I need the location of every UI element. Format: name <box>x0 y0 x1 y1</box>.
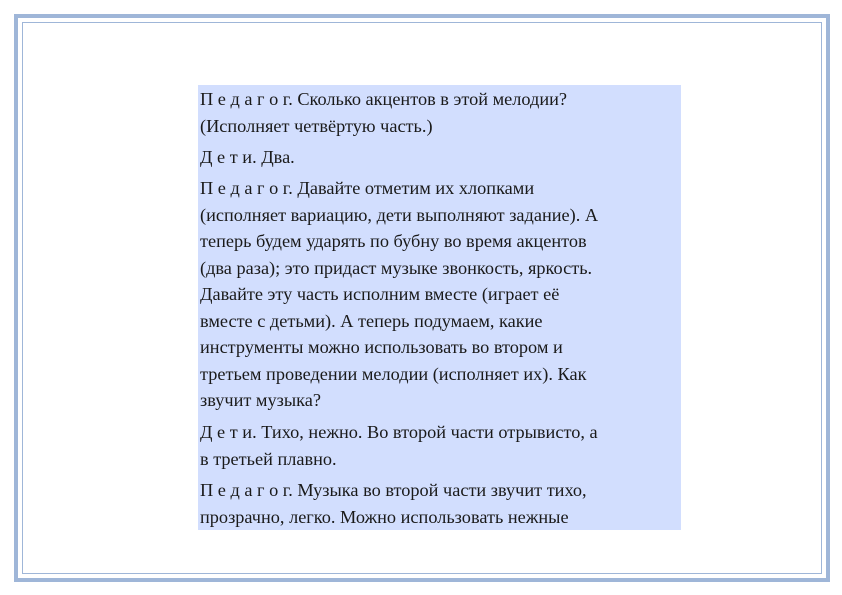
text-line: (Исполняет четвёртую часть.) <box>200 115 433 136</box>
text-line: звучит музыка? <box>200 390 321 410</box>
text-line: (исполняет вариацию, дети выполняют задание). А <box>200 204 599 225</box>
paragraph-children-description <box>198 419 600 472</box>
text-line: прозрачно, легко. Можно использовать нежные <box>200 506 569 527</box>
text-line: инструменты можно использовать во втором и <box>200 337 563 357</box>
text-line: П е д а г о г. Сколько акцентов в этой мелодии? <box>200 89 567 109</box>
text-line: П е д а г о г. Давайте отметим их хлопками <box>200 178 535 198</box>
paragraph-teacher-instructions <box>198 175 600 414</box>
paragraph-teacher-question <box>198 86 569 139</box>
text-line: в третьей плавно. <box>200 448 337 469</box>
text-line: (два раза); это придаст музыке звонкость, яркость. <box>200 257 593 278</box>
paragraph-children-answer <box>198 144 297 171</box>
text-line: Д е т и. Два. <box>200 147 295 167</box>
text-line: П е д а г о г. Музыка во второй части звучит тихо, <box>200 480 587 500</box>
text-line: теперь будем ударять по бубну во время акцентов <box>200 231 587 251</box>
paragraph-teacher-conclusion <box>198 477 589 530</box>
text-line: Д е т и. Тихо, нежно. Во второй части отрывисто, а <box>200 422 598 442</box>
text-line: вместе с детьми). А теперь подумаем, какие <box>200 310 543 331</box>
text-line: третьем проведении мелодии (исполняет их). Как <box>200 363 587 384</box>
highlighted-text-block <box>198 85 681 530</box>
text-line: Давайте эту часть исполним вместе (играет её <box>200 284 560 304</box>
